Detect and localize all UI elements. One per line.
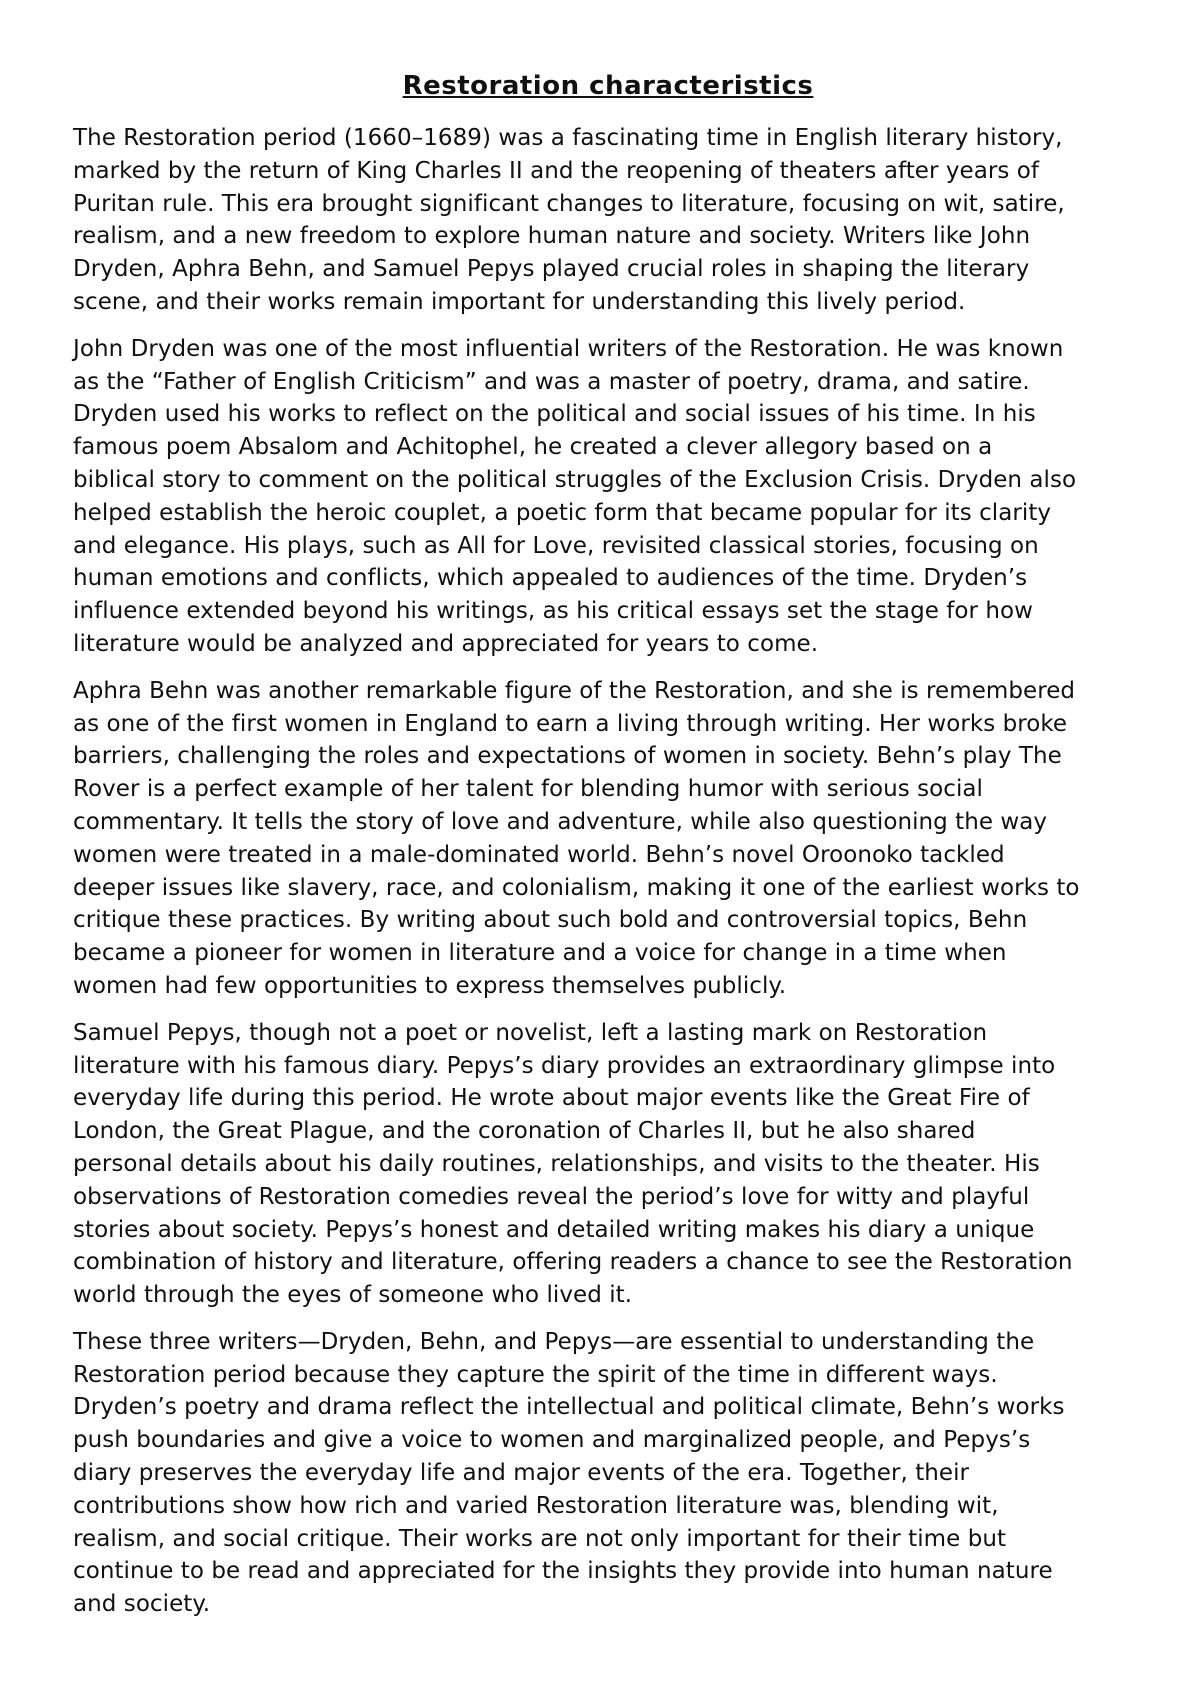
paragraph-line: influence extended beyond his writings, as his critical essays set the stage for how xyxy=(73,598,1034,625)
paragraph-line: helped establish the heroic couplet, a poetic form that became popular for its clarity xyxy=(73,499,1052,526)
paragraph-line: observations of Restoration comedies reveal the period’s love for witty and playful xyxy=(73,1183,1030,1210)
paragraph-line: Dryden’s poetry and drama reflect the intellectual and political climate, Behn’s works xyxy=(73,1394,1065,1421)
paragraph xyxy=(73,1326,1143,1621)
paragraph-line: world through the eyes of someone who lived it. xyxy=(73,1282,633,1309)
paragraph-line: commentary. It tells the story of love and adventure, while also questioning the way xyxy=(73,808,1048,835)
paragraph-line: contributions show how rich and varied Restoration literature was, blending wit, xyxy=(73,1492,999,1519)
paragraph-line: Dryden used his works to reflect on the political and social issues of his time. In his xyxy=(73,401,1036,428)
paragraph-line: Aphra Behn was another remarkable figure of the Restoration, and she is remembered xyxy=(73,677,1076,704)
document-page xyxy=(73,68,1143,1635)
paragraph-line: Samuel Pepys, though not a poet or novelist, left a lasting mark on Restoration xyxy=(73,1019,988,1046)
paragraph-line: London, the Great Plague, and the coronation of Charles II, but he also shared xyxy=(73,1118,976,1145)
paragraph-line: The Restoration period (1660–1689) was a fascinating time in English literary history, xyxy=(73,125,1063,151)
paragraph-line: literature with his famous diary. Pepys’s diary provides an extraordinary glimpse into xyxy=(73,1052,1056,1079)
paragraph-line: human emotions and conflicts, which appealed to audiences of the time. Dryden’s xyxy=(73,565,1028,592)
paragraph-line: These three writers—Dryden, Behn, and Pepys—are essential to understanding the xyxy=(73,1328,1035,1355)
paragraph xyxy=(73,333,1143,661)
paragraph-line: marked by the return of King Charles II and the reopening of theaters after years of xyxy=(73,157,1040,184)
paragraph-line: Puritan rule. This era brought significant changes to literature, focusing on wit, satire, xyxy=(73,190,1065,217)
paragraph xyxy=(73,675,1143,1003)
document-body xyxy=(73,122,1143,1621)
paragraph-line: Dryden, Aphra Behn, and Samuel Pepys played crucial roles in shaping the literary xyxy=(73,256,1030,283)
paragraph-line: personal details about his daily routines, relationships, and visits to the theater. His xyxy=(73,1150,1040,1177)
document-title: Restoration characteristics xyxy=(402,71,814,101)
paragraph-line: diary preserves the everyday life and major events of the era. Together, their xyxy=(73,1460,970,1487)
paragraph-line: as one of the first women in England to earn a living through writing. Her works broke xyxy=(73,710,1068,737)
paragraph-line: Restoration period because they capture the spirit of the time in different ways. xyxy=(73,1361,998,1388)
paragraph-line: critique these practices. By writing about such bold and controversial topics, Behn xyxy=(73,907,1028,934)
paragraph-line: as the “Father of English Criticism” and was a master of poetry, drama, and satire. xyxy=(73,368,1030,395)
paragraph xyxy=(73,122,1143,319)
paragraph xyxy=(73,1017,1143,1312)
paragraph-line: realism, and social critique. Their works are not only important for their time but xyxy=(73,1525,1007,1552)
paragraph-line: everyday life during this period. He wrote about major events like the Great Fire of xyxy=(73,1085,1030,1112)
paragraph-line: scene, and their works remain important for understanding this lively period. xyxy=(73,288,966,315)
paragraph-line: women had few opportunities to express themselves publicly. xyxy=(73,972,787,999)
paragraph-line: famous poem Absalom and Achitophel, he created a clever allegory based on a xyxy=(73,434,993,461)
paragraph-line: barriers, challenging the roles and expectations of women in society. Behn’s play The xyxy=(73,743,1062,770)
paragraph-line: Rover is a perfect example of her talent for blending humor with serious social xyxy=(73,776,983,803)
paragraph-line: women were treated in a male-dominated world. Behn’s novel Oroonoko tackled xyxy=(73,841,1005,868)
paragraph-line: stories about society. Pepys’s honest and detailed writing makes his diary a unique xyxy=(73,1216,1035,1243)
paragraph-line: became a pioneer for women in literature and a voice for change in a time when xyxy=(73,940,1007,967)
paragraph-line: and society. xyxy=(73,1591,211,1618)
paragraph-line: John Dryden was one of the most influential writers of the Restoration. He was known xyxy=(73,335,1064,362)
paragraph-line: biblical story to comment on the political struggles of the Exclusion Crisis. Dryden also xyxy=(73,466,1077,493)
paragraph-line: and elegance. His plays, such as All for Love, revisited classical stories, focusing on xyxy=(73,532,1039,559)
paragraph-line: combination of history and literature, offering readers a chance to see the Restoration xyxy=(73,1249,1073,1276)
paragraph-line: realism, and a new freedom to explore human nature and society. Writers like John xyxy=(73,223,1031,250)
paragraph-line: deeper issues like slavery, race, and colonialism, making it one of the earliest works to xyxy=(73,874,1080,901)
paragraph-line: literature would be analyzed and appreciated for years to come. xyxy=(73,630,819,657)
paragraph-line: continue to be read and appreciated for the insights they provide into human nature xyxy=(73,1558,1053,1585)
paragraph-line: push boundaries and give a voice to women and marginalized people, and Pepys’s xyxy=(73,1427,1031,1454)
